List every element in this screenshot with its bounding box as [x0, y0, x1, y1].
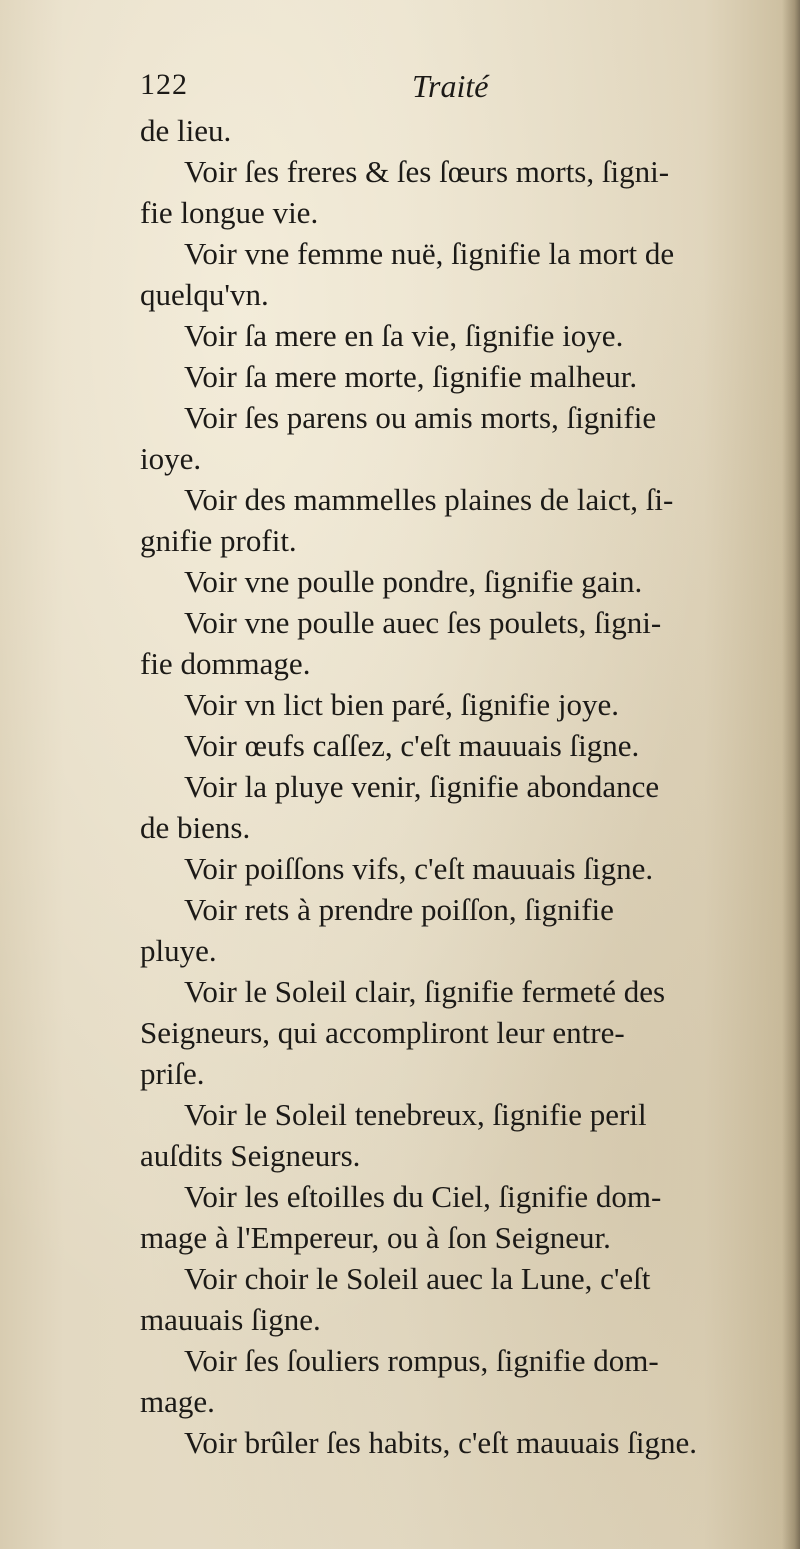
- text-line: Voir choir le Soleil auec la Lune, c'eſt: [184, 1261, 651, 1296]
- text-line: Voir la pluye venir, ſignifie abondance: [184, 769, 660, 804]
- text-line: Seigneurs, qui accompliront leur entre-: [140, 1015, 625, 1050]
- text-line: mage.: [140, 1384, 215, 1419]
- text-line: de lieu.: [140, 113, 232, 148]
- running-title: Traité: [412, 68, 489, 104]
- page-number: 122: [140, 68, 188, 101]
- text-line: gnifie profit.: [140, 523, 297, 558]
- text-line: Voir ſa mere morte, ſignifie malheur.: [184, 359, 638, 394]
- text-line: Voir ſes parens ou amis morts, ſignifie: [184, 400, 657, 435]
- text-line: Voir les eſtoilles du Ciel, ſignifie dom-: [184, 1179, 662, 1214]
- text-line: Voir poiſſons vifs, c'eſt mauuais ſigne.: [184, 851, 654, 886]
- text-line: Voir ſes freres & ſes ſœurs morts, ſigni-: [184, 154, 670, 189]
- text-line: quelqu'vn.: [140, 277, 269, 312]
- text-body: [140, 110, 790, 1463]
- running-head: [140, 68, 760, 112]
- text-line: mauuais ſigne.: [140, 1302, 321, 1337]
- text-line: Voir ſes ſouliers rompus, ſignifie dom-: [184, 1343, 659, 1378]
- text-line: Voir vn lict bien paré, ſignifie joye.: [184, 687, 620, 722]
- text-line: Voir vne femme nuë, ſignifie la mort de: [184, 236, 675, 271]
- text-line: Voir œufs caſſez, c'eſt mauuais ſigne.: [184, 728, 640, 763]
- text-line: mage à l'Empereur, ou à ſon Seigneur.: [140, 1220, 611, 1255]
- text-line: Voir des mammelles plaines de laict, ſi-: [184, 482, 674, 517]
- text-line: priſe.: [140, 1056, 205, 1091]
- text-line: Voir le Soleil clair, ſignifie fermeté des: [184, 974, 666, 1009]
- text-line: de biens.: [140, 810, 251, 845]
- text-line: fie dommage.: [140, 646, 311, 681]
- text-line: fie longue vie.: [140, 195, 319, 230]
- text-line: pluye.: [140, 933, 217, 968]
- text-line: Voir vne poulle auec ſes poulets, ſigni-: [184, 605, 662, 640]
- text-line: Voir le Soleil tenebreux, ſignifie peril: [184, 1097, 647, 1132]
- text-line: ioye.: [140, 441, 202, 476]
- text-line: auſdits Seigneurs.: [140, 1138, 361, 1173]
- text-line: Voir vne poulle pondre, ſignifie gain.: [184, 564, 643, 599]
- text-line: Voir rets à prendre poiſſon, ſignifie: [184, 892, 614, 927]
- text-line: Voir ſa mere en ſa vie, ſignifie ioye.: [184, 318, 624, 353]
- text-line: Voir brûler ſes habits, c'eſt mauuais ſigne.: [184, 1425, 697, 1460]
